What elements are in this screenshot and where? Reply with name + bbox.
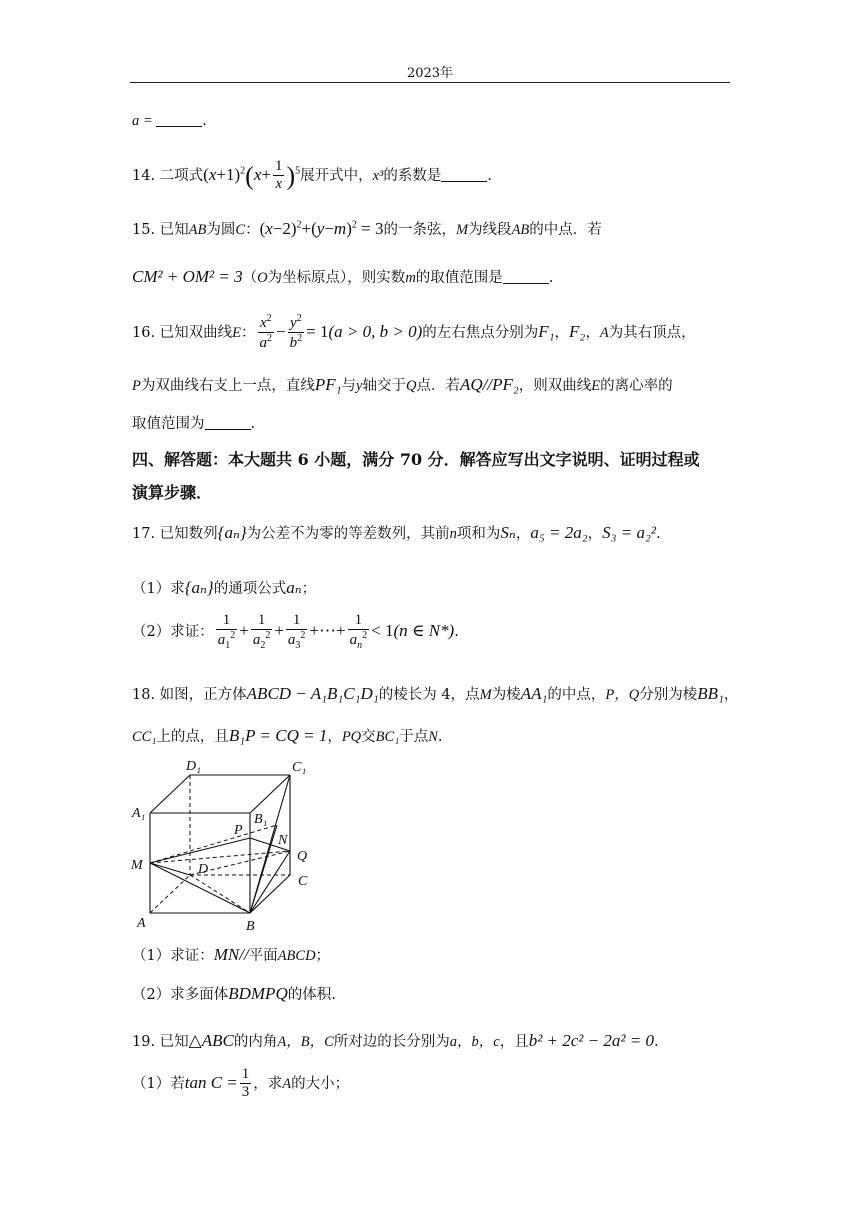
question-15-line-1: 15. 已知AB为圆C：$(x-2)^2+(y-m)^2 = 3$的一条弦，M为线段AB的中点．若: [132, 219, 602, 238]
label-d1: D₁: [186, 759, 201, 774]
fraction-1-ansq: $\frac{1}{a_n^2}$: [349, 612, 368, 652]
question-number: 16.: [132, 324, 156, 341]
question-number: 17.: [132, 526, 156, 542]
section-4-heading-cont: 演算步骤．: [132, 483, 213, 502]
question-number: 14.: [132, 167, 156, 184]
header-divider: [130, 82, 730, 83]
q13-answer-line: a = .: [132, 113, 207, 129]
question-19-line-1: 19. 已知△ABC的内角A，B，C所对边的长分别为a，b，c，且b² + 2c² − 2a² = 0.: [132, 1031, 659, 1050]
section-4-heading: 四、解答题：本大题共 6 小题，满分 70 分．解答应写出文字说明、证明过程或: [132, 450, 700, 469]
label-d: D: [198, 862, 209, 877]
question-16-line-3: 取值范围为 .: [132, 416, 256, 432]
question-18-line-2: CC₁上的点，且B₁P = CQ = 1，PQ交BC₁于点N.: [132, 726, 443, 745]
question-number: 15.: [132, 222, 156, 238]
question-16-line-1: 16. 已知双曲线E： $\frac{x^2}{a^2}$ − $\frac{y^2}{b^2}$ = 1(a > 0, b > 0)的左右焦点分别为F₁，F₂，A为其右顶点，: [132, 313, 696, 352]
label-b: B: [246, 919, 255, 934]
fraction-1-a1sq: $\frac{1}{a_1^2}$: [217, 612, 236, 652]
hidden-edge-a-d: [150, 875, 190, 913]
fraction-y2-b2: $\frac{y^2}{b^2}$: [289, 313, 303, 352]
question-17-line-1: 17. 已知数列{aₙ}为公差不为零的等差数列，其前n项和为Sₙ，a₅ = 2a₂，S₃ = a₂².: [132, 523, 661, 542]
label-a1: A₁: [132, 806, 146, 821]
question-number: 18.: [132, 687, 156, 703]
label-a: A: [137, 916, 146, 931]
label-b1: B₁: [254, 812, 268, 827]
question-17-part-2: （2）求证： $\frac{1}{a_1^2}$ + $\frac{1}{a_2^2}$ + $\frac{1}{a_3^2}$ +⋯+ $\frac{1}{a_n^2}$ < 1(n ∈ N*).: [132, 612, 459, 652]
question-17-part-1: （1）求{aₙ}的通项公式aₙ；: [132, 578, 317, 597]
question-number: 19.: [132, 1034, 156, 1050]
answer-blank: [205, 428, 251, 430]
label-c: C: [298, 874, 308, 889]
fraction-x2-a2: $\frac{x^2}{a^2}$: [259, 313, 273, 352]
line-b-q: [250, 851, 290, 913]
question-16-line-2: P为双曲线右支上一点，直线PF₁与y轴交于Q点．若AQ//PF₂，则双曲线E的离心率的: [132, 375, 673, 394]
fraction-1-over-x: $\frac{1}{x}$: [274, 158, 283, 193]
page-header-year: 2023年: [406, 66, 454, 81]
hidden-line-d-b: [190, 875, 250, 913]
label-p: P: [234, 823, 243, 838]
q13-prefix: a =: [132, 113, 157, 129]
cube-figure: [128, 757, 328, 939]
circle-equation: $(x-2)^2+(y-m)^2 = 3$: [259, 219, 384, 238]
fraction-one-third: $\frac{1}{3}$: [241, 1066, 250, 1101]
fraction-1-a3sq: $\frac{1}{a_3^2}$: [287, 612, 306, 652]
edge-a1-d1: [150, 775, 190, 813]
answer-blank: [441, 180, 487, 182]
question-18-line-1: 18. 如图，正方体ABCD − A₁B₁C₁D₁的棱长为 4，点M为棱AA₁的中点，P，Q分别为棱BB₁，: [132, 684, 739, 703]
question-18-part-2: （2）求多面体BDMPQ的体积.: [132, 984, 336, 1003]
question-14: 14. 二项式$(x+1)^2(x+$ $\frac{1}{x}$ )$^5$展开式中，x³的系数是 .: [132, 158, 493, 193]
answer-blank: [156, 125, 202, 127]
label-m: M: [131, 858, 143, 873]
question-19-part-1: （1）若tan C = $\frac{1}{3}$ ，求A的大小；: [132, 1066, 350, 1101]
fraction-1-a2sq: $\frac{1}{a_2^2}$: [252, 612, 271, 652]
answer-blank: [503, 282, 549, 284]
question-18-part-1: （1）求证：MN//平面ABCD；: [132, 945, 331, 964]
cm-om-equation: CM² + OM² = 3: [132, 267, 243, 286]
question-15-line-2: CM² + OM² = 3（O为坐标原点），则实数m的取值范围是 .: [132, 267, 554, 286]
label-n: N: [278, 833, 288, 848]
line-m-p: [150, 838, 250, 863]
label-c1: C₁: [292, 760, 307, 775]
binomial-expression: $(x+1)^2(x+$: [203, 161, 271, 191]
label-q: Q: [297, 849, 308, 864]
